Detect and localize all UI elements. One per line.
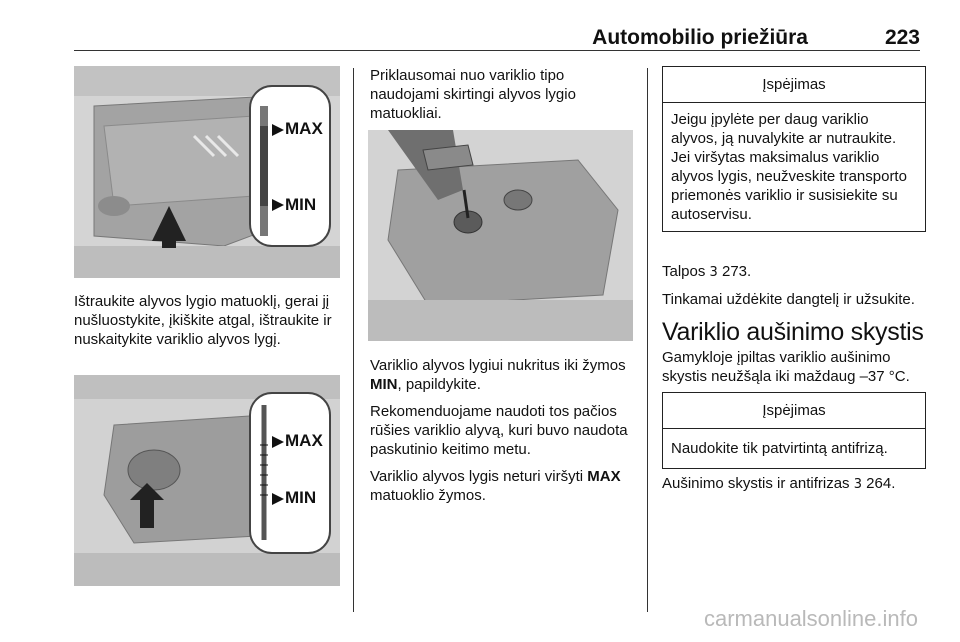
capacity-text-block [662, 262, 924, 317]
warning-body: Jeigu įpylėte per daug variklio alyvos, ją nuvalykite ar nutraukite. Jei viršytas maksimalus variklio alyvos lygis, neužveskite transporto priemonės variklio ir susisiekite su autoservisu. [671, 111, 907, 223]
page-ref-icon: 3 [709, 265, 718, 280]
engine-dipstick-figure-2 [74, 375, 340, 586]
capacity-label: Talpos [662, 263, 710, 280]
min-refill-before: Variklio alyvos lygiui nukritus iki žymos [370, 357, 626, 374]
max-limit-text [370, 467, 638, 505]
header-title: Automobilio priežiūra [592, 26, 808, 49]
max-limit-before: Variklio alyvos lygis neturi viršyti [370, 468, 588, 485]
capacity-page-link[interactable]: 273. [721, 263, 752, 280]
min-refill-after: , papildykite. [397, 376, 481, 393]
coolant-section-title: Variklio aušinimo skystis [662, 318, 924, 346]
recommendation-text: Rekomenduojame naudoti tos pačios rūšies variklio alyvą, kuri buvo naudota paskutinio keitimo metu. [370, 403, 628, 458]
min-label: MIN [285, 488, 317, 507]
antifreeze-reference-block [662, 474, 932, 502]
left-column-text [74, 292, 346, 357]
warning-box-antifreeze [662, 392, 926, 469]
coolant-freeze-text: Gamykloje įpiltas variklio aušinimo skystis neužšąla iki maždaug –37 °C. [662, 349, 910, 385]
max-limit-after: matuoklio žymos. [370, 487, 486, 504]
max-label: MAX [285, 431, 323, 450]
min-label: MIN [285, 195, 317, 214]
warning-title: Įspėjimas [663, 393, 925, 429]
cap-instruction: Tinkamai uždėkite dangtelį ir užsukite. [662, 291, 915, 308]
page-header [74, 22, 920, 51]
warning-title: Įspėjimas [663, 67, 925, 103]
dipstick-instruction: Ištraukite alyvos lygio matuoklį, gerai jį nušluostykite, įkiškite atgal, ištraukite ir nuskaitykite variklio alyvos lygį. [74, 293, 332, 348]
max-mark: MAX [587, 468, 621, 485]
oil-fill-figure [368, 130, 633, 341]
min-refill-text [370, 356, 638, 394]
antifreeze-page-link[interactable]: 264. [866, 475, 896, 492]
column-divider-1 [353, 68, 354, 612]
warning-box-overfill [662, 66, 926, 232]
max-label: MAX [285, 119, 323, 138]
column-divider-2 [647, 68, 648, 612]
dipstick-types-text: Priklausomai nuo variklio tipo naudojami skirtingi alyvos lygio matuokliai. [370, 67, 576, 122]
antifreeze-reference [662, 474, 932, 494]
capacity-reference [662, 262, 924, 282]
warning-body: Naudokite tik patvirtintą antifrizą. [671, 440, 888, 457]
page-ref-icon: 3 [853, 477, 862, 492]
antifreeze-label: Aušinimo skystis ir antifrizas [662, 475, 854, 492]
min-mark: MIN [370, 376, 398, 393]
middle-intro [370, 66, 636, 131]
page-number: 223 [884, 26, 920, 49]
middle-text [370, 356, 638, 513]
coolant-text [662, 348, 932, 394]
watermark: carmanualsonline.info [703, 606, 918, 631]
engine-dipstick-figure-1 [74, 66, 340, 278]
